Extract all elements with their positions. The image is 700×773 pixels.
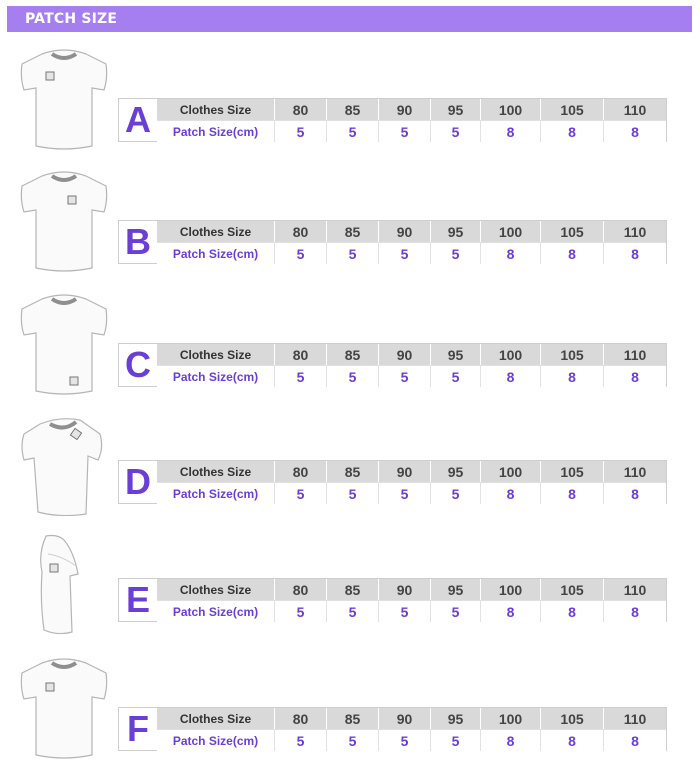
patch-size-cell: 5 [431,483,481,504]
patch-size-cell: 8 [541,243,604,264]
clothes-size-cell: 80 [275,461,327,482]
size-table-e [118,578,667,622]
size-table-b [118,220,667,264]
patch-size-cell: 8 [541,601,604,622]
section-letter: D [119,461,158,503]
clothes-size-cell: 105 [541,221,604,242]
clothes-size-cell: 100 [481,99,541,120]
patch-size-cell: 8 [631,603,639,620]
patch-marker [70,377,78,385]
clothes-size-cell: 100 [481,344,541,365]
patch-size-row [157,120,666,142]
clothes-size-cell: 105 [541,99,604,120]
patch-size-cell: 5 [431,601,481,622]
section-letter: A [119,99,158,141]
clothes-size-cell: 95 [431,579,481,600]
clothes-size-cell: 105 [541,579,604,600]
clothes-size-cell: 90 [379,221,431,242]
size-table-c [118,343,667,387]
patch-size-cell: 5 [327,730,379,751]
section-b [0,166,700,286]
patch-size-cell: 5 [379,121,431,142]
clothes-size-label: Clothes Size [157,344,275,365]
patch-size-cell: 5 [275,730,327,751]
patch-size-cell: 5 [327,483,379,504]
section-letter: E [119,579,158,621]
clothes-size-cell: 110 [623,101,647,118]
clothes-size-row [157,344,666,365]
patch-size-row [157,482,666,504]
clothes-size-cell: 100 [481,461,541,482]
clothes-size-cell: 90 [379,99,431,120]
clothes-size-cell: 105 [541,461,604,482]
patch-size-cell: 5 [431,121,481,142]
patch-size-cell: 5 [327,243,379,264]
patch-size-label: Patch Size(cm) [157,243,275,264]
patch-marker [46,683,54,691]
section-c [0,289,700,409]
patch-size-row [157,365,666,387]
patch-size-cell: 5 [275,121,327,142]
section-letter: F [119,708,158,750]
patch-size-cell: 5 [275,243,327,264]
clothes-size-label: Clothes Size [157,461,275,482]
clothes-size-row [157,99,666,120]
patch-size-label: Patch Size(cm) [157,366,275,387]
clothes-size-cell: 85 [327,221,379,242]
clothes-size-cell: 85 [327,99,379,120]
clothes-size-cell: 85 [327,708,379,729]
patch-size-cell: 8 [481,730,541,751]
clothes-size-row [157,221,666,242]
header-bar [7,6,692,32]
page-title: PATCH SIZE [25,11,118,27]
clothes-size-cell: 80 [275,344,327,365]
patch-size-label: Patch Size(cm) [157,483,275,504]
clothes-size-cell: 105 [541,344,604,365]
tshirt-front-icon [18,48,110,150]
tshirt-front-icon [18,170,110,272]
clothes-size-cell: 100 [481,579,541,600]
patch-size-cell: 5 [431,243,481,264]
patch-size-cell: 5 [327,601,379,622]
clothes-size-cell: 100 [481,221,541,242]
tshirt-angled-icon [18,414,110,516]
section-a [0,44,700,164]
patch-size-cell: 5 [327,121,379,142]
patch-marker [46,72,54,80]
tshirt-front-icon [18,293,110,395]
patch-marker [68,196,76,204]
clothes-size-cell: 95 [431,99,481,120]
patch-size-cell: 5 [275,601,327,622]
patch-size-cell: 8 [631,732,639,749]
patch-size-cell: 5 [431,730,481,751]
clothes-size-row [157,461,666,482]
clothes-size-row [157,579,666,600]
size-table-f [118,707,667,751]
patch-size-cell: 5 [275,483,327,504]
clothes-size-cell: 80 [275,99,327,120]
clothes-size-cell: 95 [431,221,481,242]
clothes-size-cell: 90 [379,461,431,482]
clothes-size-label: Clothes Size [157,99,275,120]
tshirt-side-icon [18,532,110,634]
clothes-size-label: Clothes Size [157,221,275,242]
clothes-size-cell: 85 [327,461,379,482]
clothes-size-cell: 85 [327,579,379,600]
patch-size-cell: 5 [379,243,431,264]
clothes-size-cell: 90 [379,708,431,729]
clothes-size-cell: 105 [541,708,604,729]
section-e [0,524,700,644]
size-table-a [118,98,667,142]
clothes-size-cell: 110 [623,223,647,240]
section-f [0,653,700,773]
patch-size-cell: 8 [541,366,604,387]
patch-size-cell: 8 [481,366,541,387]
clothes-size-cell: 110 [623,346,647,363]
patch-size-cell: 8 [631,123,639,140]
clothes-size-cell: 110 [623,710,647,727]
clothes-size-cell: 90 [379,344,431,365]
patch-size-cell: 5 [431,366,481,387]
patch-size-cell: 8 [481,601,541,622]
patch-size-cell: 5 [379,483,431,504]
clothes-size-cell: 95 [431,344,481,365]
patch-size-cell: 8 [541,730,604,751]
clothes-size-cell: 95 [431,708,481,729]
clothes-size-cell: 100 [481,708,541,729]
clothes-size-cell: 80 [275,221,327,242]
patch-size-row [157,600,666,622]
patch-size-cell: 8 [631,368,639,385]
tshirt-front-icon [18,657,110,759]
patch-size-label: Patch Size(cm) [157,730,275,751]
patch-size-cell: 5 [379,730,431,751]
patch-size-cell: 5 [379,366,431,387]
clothes-size-row [157,708,666,729]
patch-size-row [157,729,666,751]
clothes-size-cell: 85 [327,344,379,365]
patch-size-cell: 8 [631,485,639,502]
clothes-size-cell: 80 [275,579,327,600]
patch-size-cell: 8 [631,245,639,262]
clothes-size-cell: 110 [623,581,647,598]
section-letter: C [119,344,158,386]
clothes-size-label: Clothes Size [157,708,275,729]
clothes-size-cell: 90 [379,579,431,600]
clothes-size-cell: 95 [431,461,481,482]
section-d [0,406,700,526]
patch-size-cell: 8 [481,483,541,504]
patch-size-row [157,242,666,264]
patch-size-cell: 5 [275,366,327,387]
patch-size-cell: 8 [541,483,604,504]
patch-size-label: Patch Size(cm) [157,121,275,142]
patch-size-cell: 8 [481,243,541,264]
clothes-size-cell: 80 [275,708,327,729]
patch-size-cell: 5 [379,601,431,622]
clothes-size-cell: 110 [623,463,647,480]
section-letter: B [119,221,158,263]
patch-size-cell: 5 [327,366,379,387]
patch-size-label: Patch Size(cm) [157,601,275,622]
patch-size-cell: 8 [481,121,541,142]
clothes-size-label: Clothes Size [157,579,275,600]
size-table-d [118,460,667,504]
patch-size-cell: 8 [541,121,604,142]
patch-marker [50,564,58,572]
